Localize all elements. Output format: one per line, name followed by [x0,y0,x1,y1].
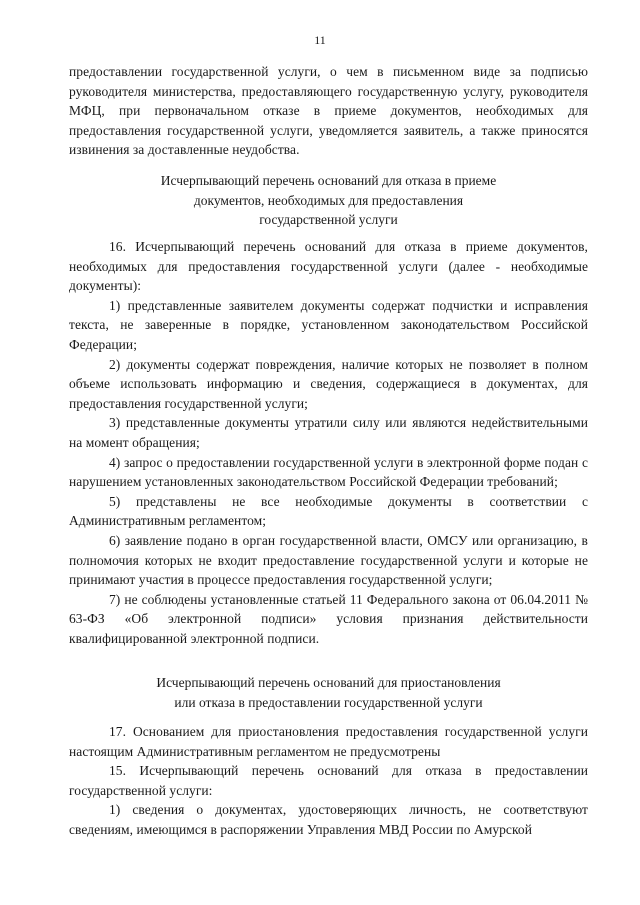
list-item: 3) представленные документы утратили силу или являются недействительными на момент обращения; [69,415,588,450]
continuation-paragraph-block [69,62,588,160]
section-17-paragraph: 17. Основанием для приостановления предоставления государственной услуги настоящим Административным регламентом не предусмотрены [69,724,588,759]
list-item: 6) заявление подано в орган государственной власти, ОМСУ или организацию, в полномочия которых не входит предоставление государственной услуги и которые не принимают участия в процессе предоставления государственной услуги; [69,532,588,588]
section-16-block [69,237,588,648]
list-item: 5) представлены не все необходимые документы в соответствии с Административным регламентом; [69,493,588,529]
section-heading-suspension-or-refusal [69,673,588,712]
heading-line: Исчерпывающий перечень оснований для отказа в приеме [160,173,497,188]
list-item: 7) не соблюдены установленные статьей 11 Федерального закона от 06.04.2011 № 63-ФЗ «Об электронной подписи» условия признания действительности квалифицированной электронной подписи. [69,591,588,646]
section-heading-refusal-of-documents [69,171,588,230]
heading-line: государственной услуги [259,212,398,228]
heading-line: документов, необходимых для предоставления [193,192,464,208]
section-15-paragraph: 15. Исчерпывающий перечень оснований для отказа в предоставлении государственной услуги: [69,763,588,798]
section-16-intro: 16. Исчерпывающий перечень оснований для отказа в приеме документов, необходимых для предоставления государственной услуги (далее - необходимые документы): [69,239,588,294]
section-17-block [69,722,588,840]
list-item: 1) представленные заявителем документы содержат подчистки и исправления текста, не заверенные в порядке, установленном законодательством Российской Федерации; [69,297,588,352]
heading-line: Исчерпывающий перечень оснований для приостановления [156,675,501,690]
list-item: 4) запрос о предоставлении государственной услуги в электронной форме подан с нарушением установленных законодательством Российской Федерации требований; [69,454,588,490]
heading-line: или отказа в предоставлении государственной услуги [174,694,483,710]
page-number: 11 [314,33,326,47]
list-item: 1) сведения о документах, удостоверяющих личность, не соответствуют сведениям, имеющимся в распоряжении Управления МВД России по Амурской [69,802,588,837]
list-item: 2) документы содержат повреждения, наличие которых не позволяет в полном объеме использовать информацию и сведения, содержащиеся в документах, для предоставления государственной услуги; [69,356,588,411]
continuation-paragraph: предоставлении государственной услуги, о чем в письменном виде за подписью руководителя министерства, предоставляющего государственную услугу, руководителя МФЦ, при первоначальном отказе в приеме документов, необходимых для предоставления государственной услуги, уведомляется заявитель, а также приносятся извинения за доставленные неудобства. [69,64,588,158]
